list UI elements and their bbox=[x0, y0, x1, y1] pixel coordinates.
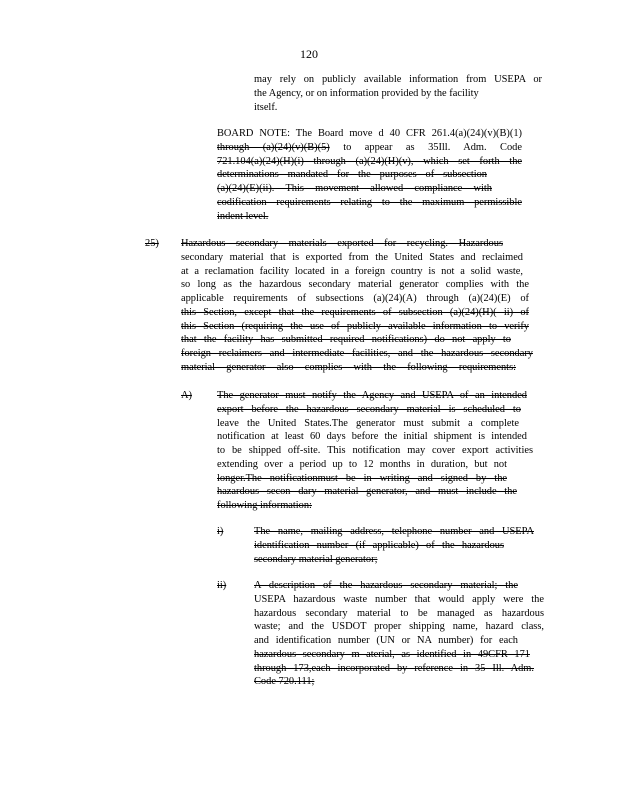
item-25-line: secondary material that is exported from the United States and reclaimed bbox=[181, 251, 523, 263]
item-i-line: The name, mailing address, telephone number and USEPA bbox=[254, 526, 534, 537]
item-ii-line: USEPA hazardous waste number that would apply were the bbox=[254, 593, 544, 605]
item-ii-line: and identification number (UN or NA number) for each bbox=[254, 635, 518, 646]
item-ii-line: hazardous secondary m aterial, as identified in 49CFR 171 bbox=[254, 648, 530, 660]
board-note bbox=[217, 127, 522, 223]
item-a-line: The generator must notify the Agency and USEPA of an intended bbox=[217, 390, 527, 401]
item-ii-line: Code 720.111; bbox=[254, 676, 315, 688]
item-ii-line: through 173,each incorporated by reference in 35 Ill. Adm. bbox=[254, 662, 534, 674]
board-note-line: 721.104(a)(24)(H)(i) through (a)(24)(H)(v), which set forth the bbox=[217, 155, 522, 167]
item-a-line: hazardous secon dary material generator, and must include the bbox=[217, 486, 517, 498]
item-25-line: that the facility has submitted required notifications) do not apply to bbox=[181, 334, 511, 346]
board-note-line: determinations mandated for the purposes of subsection bbox=[217, 169, 487, 181]
item-a-label: A) bbox=[181, 390, 192, 401]
item-ii-label: ii) bbox=[217, 580, 227, 591]
intro-paragraph bbox=[254, 73, 542, 114]
item-ii-line: A description of the hazardous secondary material; the bbox=[254, 580, 518, 591]
item-a-line: notification at least 60 days before the initial shipment is intended bbox=[217, 431, 527, 443]
board-note-struck-part: through (a)(24)(v)(B)(5) bbox=[217, 141, 330, 153]
item-25-line: foreign reclaimers and intermediate facilities, and the hazardous secondary bbox=[181, 348, 533, 359]
item-i-paragraph bbox=[254, 525, 534, 566]
item-25-label: 25) bbox=[145, 238, 159, 249]
intro-line: the Agency, or on information provided by the facility bbox=[254, 87, 479, 99]
item-i-label: i) bbox=[217, 526, 224, 537]
item-a-paragraph bbox=[217, 389, 533, 513]
item-25-line: this Section (requiring the use of publicly available information to verify bbox=[181, 320, 529, 332]
item-a-line: leave the United States.The generator must submit a complete bbox=[217, 417, 519, 429]
item-25-line: so long as the hazardous secondary material generator complies with the bbox=[181, 279, 529, 291]
intro-line: itself. bbox=[254, 101, 278, 113]
board-note-line: indent level. bbox=[217, 210, 269, 222]
item-i-line: secondary material generator; bbox=[254, 553, 378, 565]
item-25-paragraph bbox=[181, 237, 533, 375]
item-25-line: applicable requirements of subsections (a)(24)(A) through (a)(24)(E) of bbox=[181, 293, 529, 304]
item-25-line: this Section, except that the requirements of subsection (a)(24)(H)( ii) of bbox=[181, 306, 529, 318]
item-ii-line: waste; and the USDOT proper shipping name, hazard class, bbox=[254, 621, 544, 633]
item-a-line: longer.The notificationmust be in writing and signed by the bbox=[217, 472, 507, 484]
item-ii-paragraph bbox=[254, 579, 544, 689]
item-25-line: Hazardous secondary materials exported for recycling. Hazardous bbox=[181, 238, 503, 249]
item-25-line: material generator also complies with the following requirements: bbox=[181, 361, 516, 373]
item-25-line: at a reclamation facility located in a foreign country is not a solid waste, bbox=[181, 265, 523, 277]
item-a-line: extending over a period up to 12 months in duration, but not bbox=[217, 458, 507, 470]
item-a-line: to be shipped off-site. This notification may cover export activities bbox=[217, 445, 533, 456]
item-ii-line: hazardous secondary material to be managed as hazardous bbox=[254, 607, 544, 619]
item-a-line: following information: bbox=[217, 500, 312, 511]
intro-line: may rely on publicly available information from USEPA or bbox=[254, 74, 542, 85]
board-note-line: codification requirements relating to the maximum permissible bbox=[217, 196, 522, 208]
board-note-line: BOARD NOTE: The Board move d 40 CFR 261.4(a)(24)(v)(B)(1) bbox=[217, 128, 522, 139]
item-i-line: identification number (if applicable) of the hazardous bbox=[254, 539, 504, 551]
board-note-line: through (a)(24)(v)(B)(5) to appear as 35Ill. Adm. Code bbox=[217, 141, 522, 153]
item-a-line: export before the hazardous secondary material is scheduled to bbox=[217, 403, 521, 415]
page-number: 120 bbox=[300, 47, 318, 61]
board-note-line: (a)(24)(E)(ii). This movement allowed compliance with bbox=[217, 183, 492, 194]
